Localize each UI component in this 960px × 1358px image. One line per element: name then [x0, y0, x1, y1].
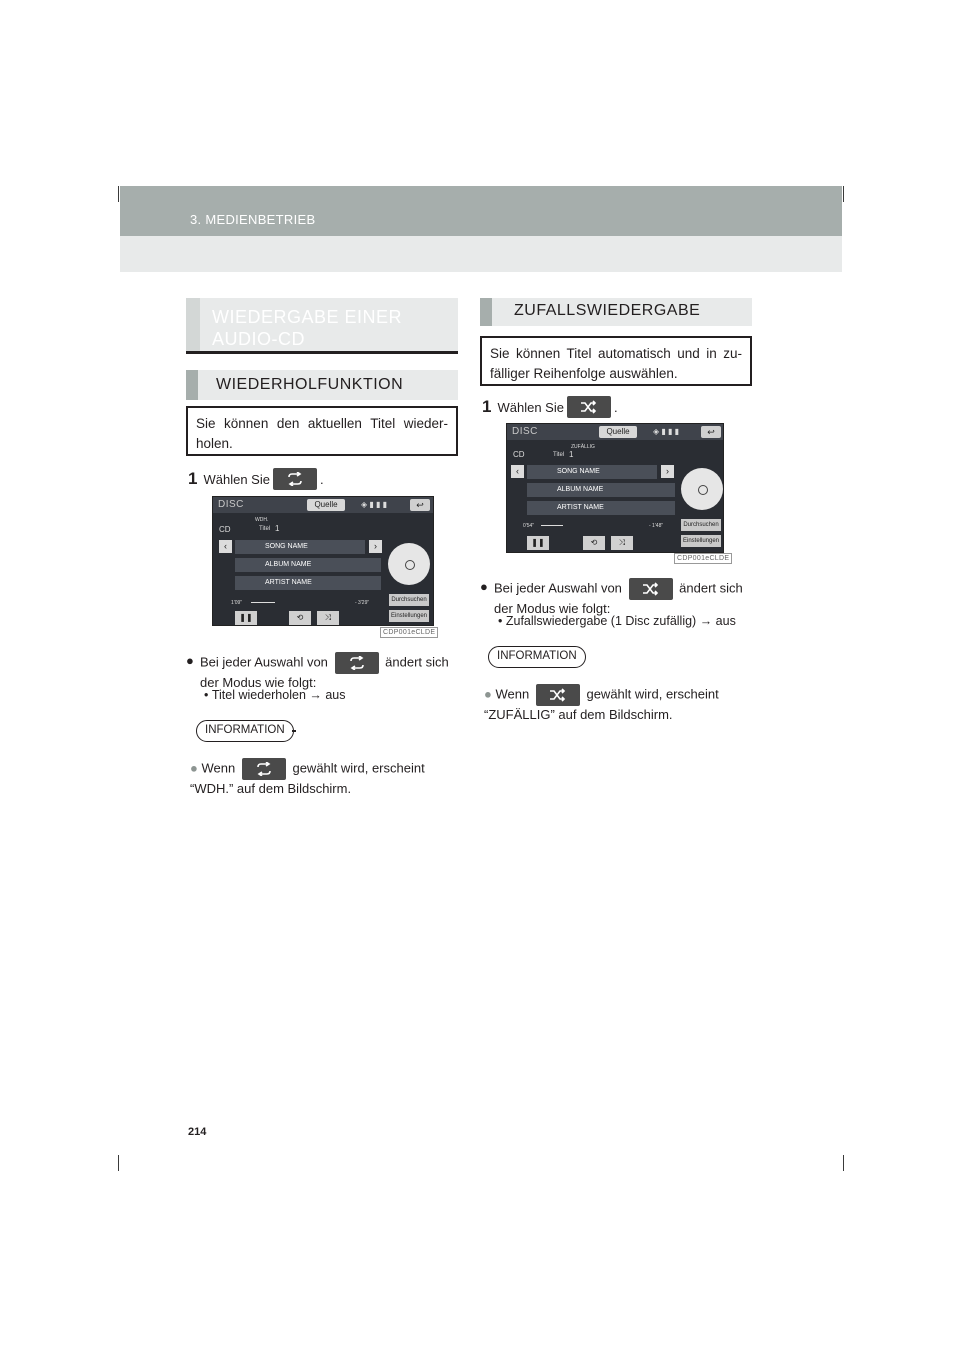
- screen-disc-icon: [681, 468, 723, 510]
- screen-elapsed: 1'09": [231, 600, 243, 606]
- screen-album-row: ALBUM NAME: [235, 558, 381, 572]
- shuffle-icon: [580, 400, 598, 414]
- info-after: gewählt wird, erscheint “WDH.” auf dem Bildschirm.: [190, 760, 425, 796]
- repeat-icon: [286, 472, 304, 486]
- screen-durchsuchen-button: Durchsuchen: [389, 594, 429, 606]
- page-number: 214: [188, 1126, 207, 1138]
- bullet-dot: ●: [186, 653, 194, 668]
- image-code: CDP001eCLDE: [674, 553, 732, 564]
- crop-mark: [118, 186, 119, 202]
- step-text: Wählen Sie: [203, 471, 270, 487]
- screen-source: DISC: [218, 499, 244, 510]
- shuffle-icon: [549, 688, 567, 702]
- bullet-after: ändert sich der Modus wie folgt:: [200, 654, 449, 690]
- screen-next-arrow: ›: [661, 465, 674, 478]
- screen-next-arrow: ›: [369, 540, 382, 553]
- screen-repeat-button: ⟲: [289, 611, 311, 625]
- screen-mode-label: ZUFÄLLIG: [571, 444, 595, 450]
- screen-remaining: - 3'29": [355, 600, 370, 606]
- shuffle-button-inline: [567, 396, 611, 418]
- bullet-after: ändert sich der Modus wie folgt:: [494, 580, 743, 616]
- sub-bullet-dot: •: [498, 614, 506, 628]
- screen-source: DISC: [512, 426, 538, 437]
- screen-status-icons: ◈ ▮ ▮ ▮: [361, 500, 388, 509]
- repeat-button-inline: [335, 652, 379, 674]
- screen-prev-arrow: ‹: [511, 465, 524, 478]
- screen-pause-button: ❚❚: [235, 611, 257, 625]
- information-tag: INFORMATION: [196, 720, 294, 742]
- bullet-shuffle: [480, 578, 754, 617]
- crop-mark: [843, 186, 844, 202]
- bullet-dot: ●: [480, 579, 488, 594]
- screen-progress: [251, 602, 275, 603]
- intro-box-repeat: Sie können den aktuellen Titel wieder-holen.: [186, 406, 458, 456]
- info-after: gewählt wird, erscheint “ZUFÄLLIG” auf dem Bildschirm.: [484, 686, 719, 722]
- image-code: CDP001eCLDE: [380, 627, 438, 638]
- screen-pause-button: ❚❚: [527, 536, 549, 550]
- sub-bullet-text: Zufallswiedergabe (1 Disc zufällig) → aus: [505, 614, 736, 628]
- screen-elapsed: 0'54": [523, 523, 535, 529]
- crop-mark: [843, 1155, 844, 1171]
- sub-bullet-dot: •: [204, 688, 212, 702]
- screen-quelle-button: Quelle: [599, 426, 637, 438]
- screen-album-row: ALBUM NAME: [527, 483, 675, 497]
- subsection-title-mark: [186, 370, 198, 400]
- information-tag: INFORMATION: [488, 646, 586, 668]
- screen-prev-arrow: ‹: [219, 540, 232, 553]
- section-title-zufallswiedergabe: [480, 298, 752, 326]
- screen-einstellungen-button: Einstellungen: [681, 535, 721, 547]
- section-title-text: ZUFALLSWIEDERGABE: [514, 302, 701, 319]
- screenshot-repeat: [212, 496, 434, 626]
- screen-mode-label: WDH.: [255, 517, 269, 523]
- screen-durchsuchen-button: Durchsuchen: [681, 519, 721, 531]
- bullet-repeat: [186, 652, 460, 691]
- sub-bullet-repeat: [204, 688, 346, 702]
- screen-titel-label: Titel: [259, 526, 271, 532]
- section-title-mark: [186, 298, 200, 351]
- section-title-mark: [480, 298, 492, 326]
- repeat-button-inline: [273, 468, 317, 490]
- screen-progress: [541, 525, 563, 526]
- chapter-label: 3. MEDIENBETRIEB: [190, 212, 316, 227]
- shuffle-icon: [642, 582, 660, 596]
- section-title-text: WIEDERGABE EINER AUDIO-CD: [212, 307, 403, 349]
- step-1-repeat: [188, 468, 324, 490]
- step-end: .: [319, 471, 324, 487]
- sub-bullet-shuffle: [498, 614, 736, 628]
- info-before: Wenn: [495, 686, 530, 702]
- step-number: 1: [188, 469, 198, 488]
- screen-song-row: SONG NAME: [527, 465, 657, 479]
- screen-shuffle-button: ⤨: [611, 536, 633, 550]
- screenshot-shuffle: [506, 423, 724, 553]
- shuffle-button-inline: [536, 684, 580, 706]
- screen-disc-icon: [388, 543, 430, 585]
- screen-quelle-button: Quelle: [307, 499, 345, 511]
- screen-song-row: SONG NAME: [235, 540, 365, 554]
- screen-status-icons: ◈ ▮ ▮ ▮: [653, 427, 680, 436]
- step-number: 1: [482, 397, 492, 416]
- shuffle-button-inline: [629, 578, 673, 600]
- screen-artist-row: ARTIST NAME: [235, 576, 381, 590]
- repeat-icon: [348, 656, 366, 670]
- header-bar: [120, 186, 842, 236]
- screen-cd-label: CD: [219, 525, 231, 534]
- sub-bullet-text: Titel wiederholen → aus: [211, 688, 346, 702]
- screen-remaining: - 1'48": [649, 523, 664, 529]
- repeat-button-inline: [242, 758, 286, 780]
- information-line: [292, 730, 296, 732]
- step-end: .: [613, 399, 618, 415]
- screen-titel-label: Titel: [553, 452, 565, 458]
- info-before: Wenn: [201, 760, 236, 776]
- intro-box-shuffle: Sie können Titel automatisch und in zu-fälliger Reihenfolge auswählen.: [480, 336, 752, 386]
- repeat-icon: [255, 762, 273, 776]
- bullet-before: Bei jeder Auswahl von: [494, 580, 622, 596]
- info-dot: ●: [190, 760, 198, 776]
- screen-back-button: ↩: [701, 426, 721, 438]
- screen-repeat-button: ⟲: [583, 536, 605, 550]
- screen-shuffle-button: ⤨: [317, 611, 339, 625]
- crop-mark: [118, 1155, 119, 1171]
- screen-titel-number: 1: [569, 450, 574, 459]
- step-text: Wählen Sie: [497, 399, 564, 415]
- screen-artist-row: ARTIST NAME: [527, 501, 675, 515]
- screen-einstellungen-button: Einstellungen: [389, 610, 429, 622]
- screen-back-button: ↩: [410, 499, 430, 511]
- section-title-audio-cd: [186, 298, 458, 354]
- subsection-title-text: WIEDERHOLFUNKTION: [216, 376, 404, 393]
- step-1-shuffle: [482, 396, 618, 418]
- info-dot: ●: [484, 686, 492, 702]
- screen-cd-label: CD: [513, 450, 525, 459]
- bullet-before: Bei jeder Auswahl von: [200, 654, 328, 670]
- subsection-title-wiederholfunktion: [186, 370, 458, 400]
- screen-titel-number: 1: [275, 524, 280, 533]
- info-text-shuffle: [484, 684, 748, 724]
- info-text-repeat: [190, 758, 454, 798]
